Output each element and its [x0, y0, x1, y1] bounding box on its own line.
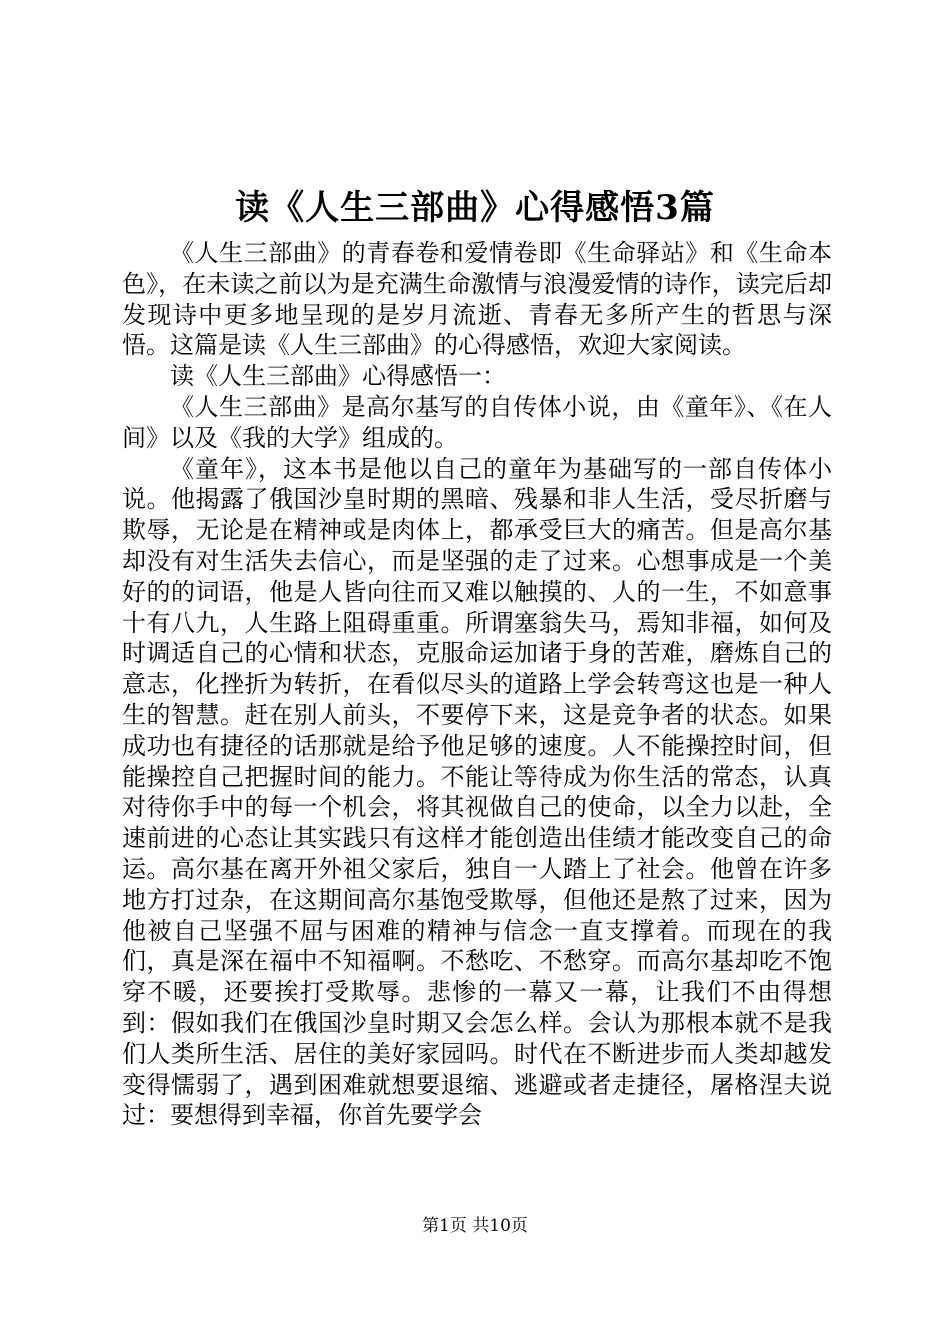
paragraph-section-heading: 读《人生三部曲》心得感悟一：	[170, 362, 506, 391]
paragraph-childhood: 《童年》，这本书是他以自己的童年为基础写的一部自传体小说。他揭露了俄国沙皇时期的黑暗、残暴和非人生活，受尽折磨与欺辱，无论是在精神或是肉体上，都承受巨大的痛苦。但是高尔基却没有对生活失去信心，而是坚强的走了过来。心想事成是一个美好的的词语，他是人皆向往而又难以触摸的、人的一生，不如意事十有八九，人生路上阻碍重重。所谓塞翁失马，焉知非福，如何及时调适自己的心情和状态，克服命运加诸于身的苦难，磨炼自己的意志，化挫折为转折，在看似尽头的道路上学会转弯这也是一种人生的智慧。赶在别人前头，不要停下来，这是竞争者的状态。如果成功也有捷径的话那就是给予他足够的速度。人不能操控时间，但能操控自己把握时间的能力。不能让等待成为你生活的常态，认真对待你手中的每一个机会，将其视做自己的使命，以全力以赴，全速前进的心态让其实践只有这样才能创造出佳绩才能改变自己的命运。高尔基在离开外祖父家后，独自一人踏上了社会。他曾在许多地方打过杂，在这期间高尔基饱受欺辱，但他还是熬了过来，因为他被自己坚强不屈与困难的精神与信念一直支撑着。而现在的我们，真是深在福中不知福啊。不愁吃、不愁穿。而高尔基却吃不饱穿不暖，还要挨打受欺辱。悲惨的一幕又一幕，让我们不由得想到：假如我们在俄国沙皇时期又会怎么样。会认为那根本就不是我们人类所生活、居住的美好家园吗。时代在不断进步而人类却越发变得懦弱了，遇到困难就想要退缩、逃避或者走捷径，屠格涅夫说过：要想得到幸福，你首先要学会	[122, 454, 832, 1130]
document-body	[122, 238, 832, 1131]
paragraph-book-intro: 《人生三部曲》是高尔基写的自传体小说，由《童年》、《在人间》以及《我的大学》组成的。	[122, 392, 832, 452]
document-title: 读《人生三部曲》心得感悟3篇	[235, 188, 715, 228]
page-footer: 第1页 共10页	[422, 1216, 528, 1236]
paragraph-intro: 《人生三部曲》的青春卷和爱情卷即《生命驿站》和《生命本色》，在未读之前以为是充满生命激情与浪漫爱情的诗作，读完后却发现诗中更多地呈现的是岁月流逝、青春无多所产生的哲思与深悟。这篇是读《人生三部曲》的心得感悟，欢迎大家阅读。	[122, 239, 832, 360]
